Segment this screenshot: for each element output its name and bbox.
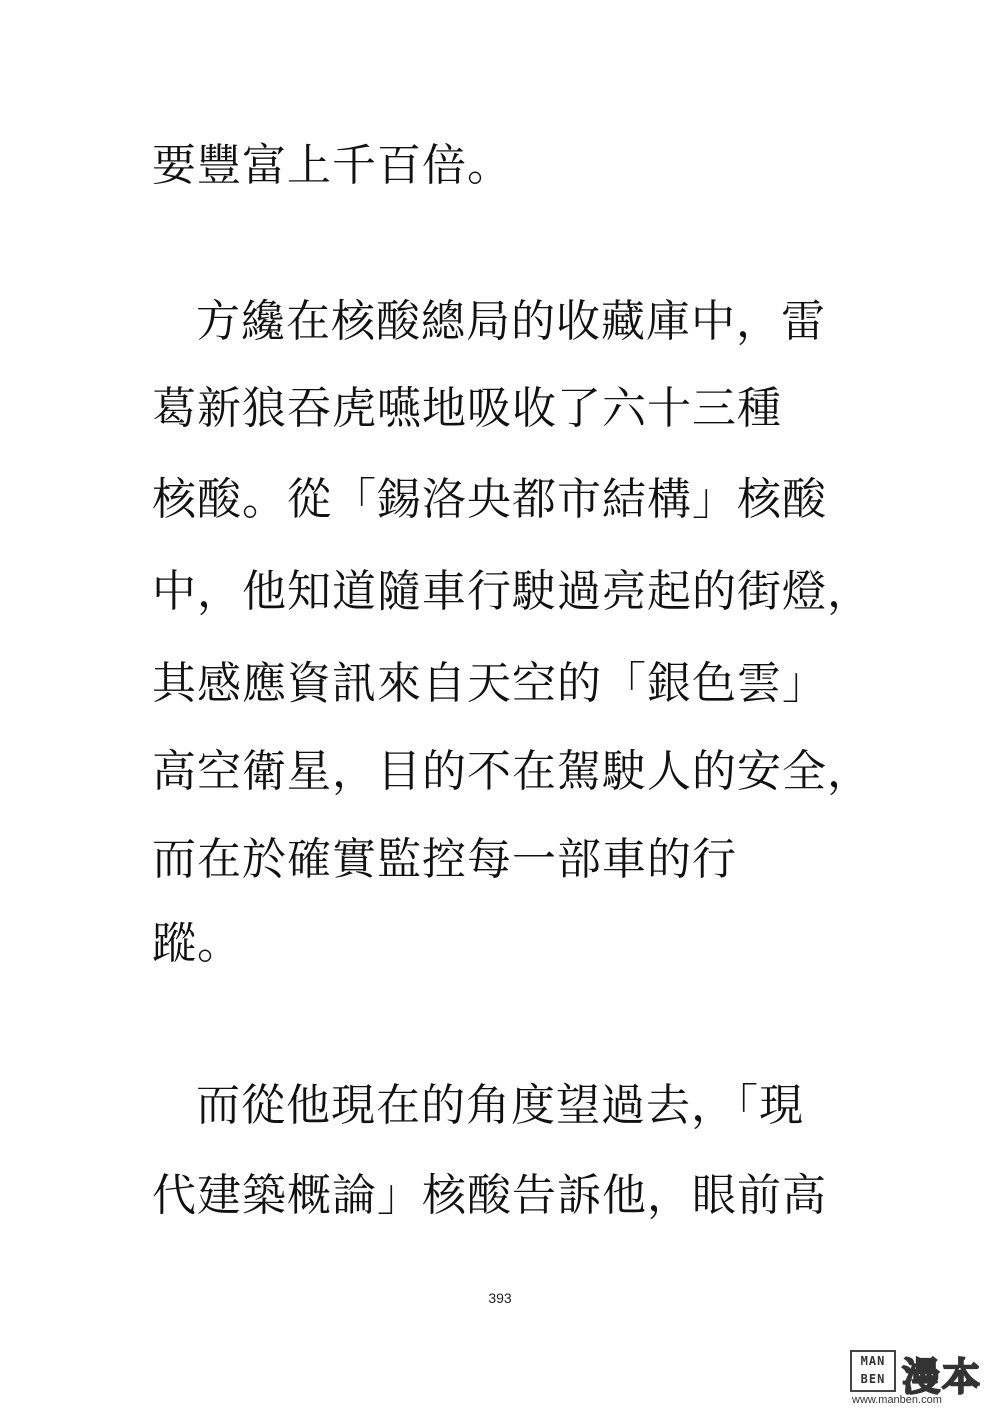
text-line: 高空衛星，目的不在駕駛人的安全， — [152, 746, 872, 797]
watermark-title: 漫本 — [902, 1355, 983, 1399]
watermark-url: www.manben.com — [852, 1394, 942, 1406]
text-line: 而在於確實監控每一部車的行 — [152, 834, 737, 885]
text-line: 中，他知道隨車行駛過亮起的街燈， — [152, 566, 872, 617]
text-line: 代建築概論」核酸告訴他，眼前高 — [152, 1170, 827, 1221]
watermark-logo-bottom: BEN — [860, 1372, 886, 1386]
text-line: 蹤。 — [152, 918, 242, 969]
text-line: 葛新狼吞虎嚥地吸收了六十三種 — [152, 383, 782, 434]
watermark-logo-top: MAN — [860, 1354, 886, 1368]
text-line: 核酸。從「錫洛央都市結構」核酸 — [152, 474, 827, 525]
page-number: 393 — [488, 1290, 512, 1306]
watermark-logo — [850, 1350, 896, 1392]
text-line: 要豐富上千百倍。 — [152, 140, 512, 191]
site-watermark — [846, 1346, 996, 1408]
text-line: 方纔在核酸總局的收藏庫中，雷 — [196, 296, 826, 347]
text-line: 而從他現在的角度望過去，「現 — [196, 1080, 804, 1131]
text-line: 其感應資訊來自天空的「銀色雲」 — [152, 658, 827, 709]
